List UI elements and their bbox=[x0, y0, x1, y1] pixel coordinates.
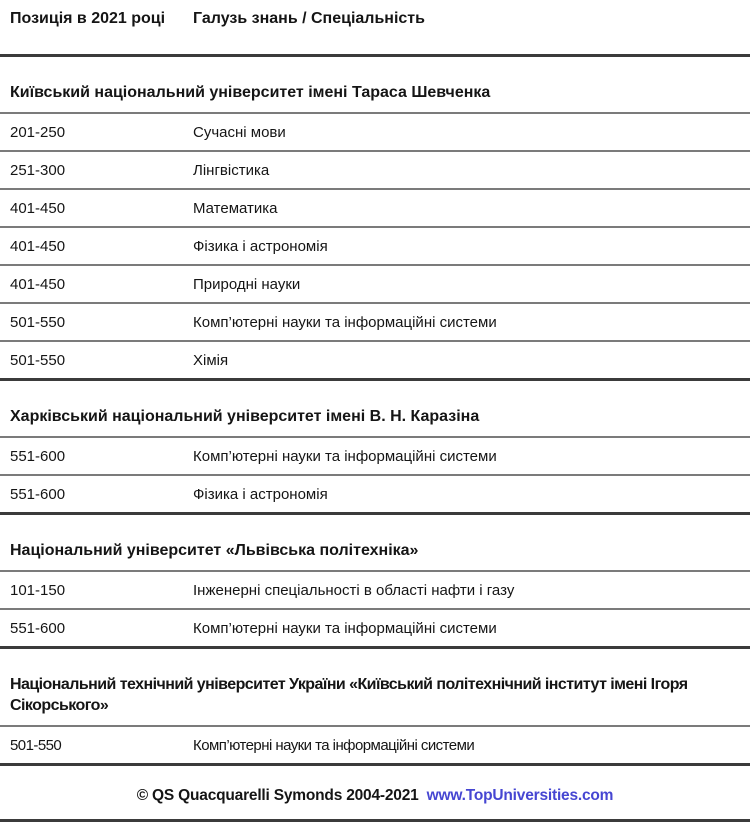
position-cell: 201-250 bbox=[10, 123, 66, 141]
position-cell: 101-150 bbox=[10, 581, 66, 599]
position-cell: 401-450 bbox=[10, 237, 66, 255]
table-row bbox=[0, 725, 750, 763]
table-row bbox=[0, 264, 750, 302]
field-cell: Комп’ютерні науки та інформаційні системи bbox=[193, 313, 497, 331]
field-cell: Інженерні спеціальності в області нафти і газу bbox=[193, 581, 515, 599]
table-row bbox=[0, 436, 750, 474]
university-section bbox=[0, 57, 750, 381]
position-cell: 251-300 bbox=[10, 161, 66, 179]
position-cell: 551-600 bbox=[10, 447, 66, 465]
university-rows bbox=[0, 436, 750, 515]
footer bbox=[0, 766, 750, 822]
table-row bbox=[0, 226, 750, 264]
table-row bbox=[0, 188, 750, 226]
table-header bbox=[0, 0, 750, 57]
table-row bbox=[0, 474, 750, 512]
position-cell: 401-450 bbox=[10, 275, 66, 293]
university-name: Харківський національний університет імені В. Н. Каразіна bbox=[10, 408, 480, 425]
field-cell: Фізика і астрономія bbox=[193, 237, 328, 255]
university-rows bbox=[0, 112, 750, 381]
field-cell: Лінгвістика bbox=[193, 161, 270, 179]
field-cell: Математика bbox=[193, 199, 278, 217]
field-cell: Сучасні мови bbox=[193, 123, 286, 141]
position-cell: 501-550 bbox=[10, 736, 62, 754]
position-cell: 501-550 bbox=[10, 313, 66, 331]
university-section bbox=[0, 381, 750, 515]
field-cell: Фізика і астрономія bbox=[193, 485, 328, 503]
table-row bbox=[0, 570, 750, 608]
university-name: Національний університет «Львівська політехніка» bbox=[10, 542, 419, 559]
university-sections bbox=[0, 57, 750, 766]
table-row bbox=[0, 608, 750, 646]
copyright-text: © QS Quacquarelli Symonds 2004-2021 bbox=[136, 787, 419, 804]
field-cell: Природні науки bbox=[193, 275, 301, 293]
topuniversities-link[interactable]: www.TopUniversities.com bbox=[426, 787, 614, 804]
field-cell: Комп’ютерні науки та інформаційні системи bbox=[193, 619, 497, 637]
table-row bbox=[0, 150, 750, 188]
field-cell: Комп’ютерні науки та інформаційні системи bbox=[193, 447, 497, 465]
field-cell: Хімія bbox=[193, 351, 229, 369]
header-position-column: Позиція в 2021 році bbox=[10, 10, 166, 27]
header-field-column: Галузь знань / Спеціальність bbox=[193, 10, 425, 27]
position-cell: 401-450 bbox=[10, 199, 66, 217]
table-row bbox=[0, 112, 750, 150]
position-cell: 551-600 bbox=[10, 485, 66, 503]
university-name: Київський національний університет імені Тараса Шевченка bbox=[10, 84, 491, 101]
field-cell: Комп’ютерні науки та інформаційні системи bbox=[193, 736, 475, 754]
position-cell: 551-600 bbox=[10, 619, 66, 637]
university-name: Національний технічний університет України «Київський політехнічний інститут імені Ігоря Сікорського» bbox=[10, 676, 688, 714]
table-row bbox=[0, 302, 750, 340]
university-section bbox=[0, 649, 750, 766]
table-row bbox=[0, 340, 750, 378]
university-rows bbox=[0, 570, 750, 649]
university-section bbox=[0, 515, 750, 649]
position-cell: 501-550 bbox=[10, 351, 66, 369]
university-rows bbox=[0, 725, 750, 766]
